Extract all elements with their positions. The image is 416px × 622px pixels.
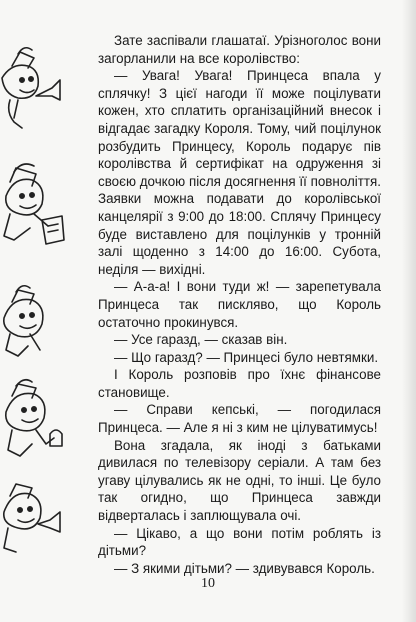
herald-illustration <box>4 286 43 356</box>
story-text <box>98 32 381 577</box>
paragraph: Зате заспівали глашатаї. Урізноголос вони загорланили на все королівство: <box>98 33 381 66</box>
paragraph: — З якими дітьми? — здивувався Король. <box>114 560 375 576</box>
paragraph: І Король розповів про їхнє фінансове становище. <box>98 367 381 400</box>
herald-illustration <box>6 380 62 456</box>
margin-illustrations <box>0 0 70 622</box>
paragraph: — Цікаво, а що вони потім роблять із дітьми? <box>98 525 381 559</box>
page-number: 10 <box>201 576 215 591</box>
herald-illustration <box>4 484 60 552</box>
paragraph: — Увага! Увага! Принцеса впала у сплячку! З цієї нагоди її може поцілувати кожен, хто сплатить організаційний внесок і відгадає загадку Короля. Тому, чий поцілунок розбудить Принцесу, Король подарує пів королівства й сертифікат на одруження зі своєю дочкою після досягнення її повноліття. Заявки можна подавати до королівської канцелярії з 9:00 до 18:00. Сплячу Принцесу буде виставлено для поцілунків у тронній залі щоденно з 14:00 до 16:00. Субота, неділя — вихідні. <box>98 68 381 277</box>
paragraph: — Що гаразд? — Принцесі було невтямки. <box>114 349 379 365</box>
paragraph: — А-а-а! І вони туди ж! — зарепетувала Принцеса так пискляво, що Король остаточно прокинувся. <box>98 279 381 330</box>
paragraph: — Справи кепські, — погодилася Принцеса. — Але я ні з ким не цілуватимусь! <box>98 402 381 436</box>
paragraph: — Усе гаразд, — сказав він. <box>114 332 288 348</box>
herald-illustration <box>4 164 64 244</box>
herald-illustration <box>2 48 60 128</box>
paragraph: Вона згадала, як іноді з батьками дивилася по телевізору серіали. А там без угаву цілувались як не одні, то інші. Це було так огидно, що Принцеса завжди відверталась і заплющувала очі. <box>98 437 381 524</box>
page-gutter-shadow <box>402 0 416 622</box>
